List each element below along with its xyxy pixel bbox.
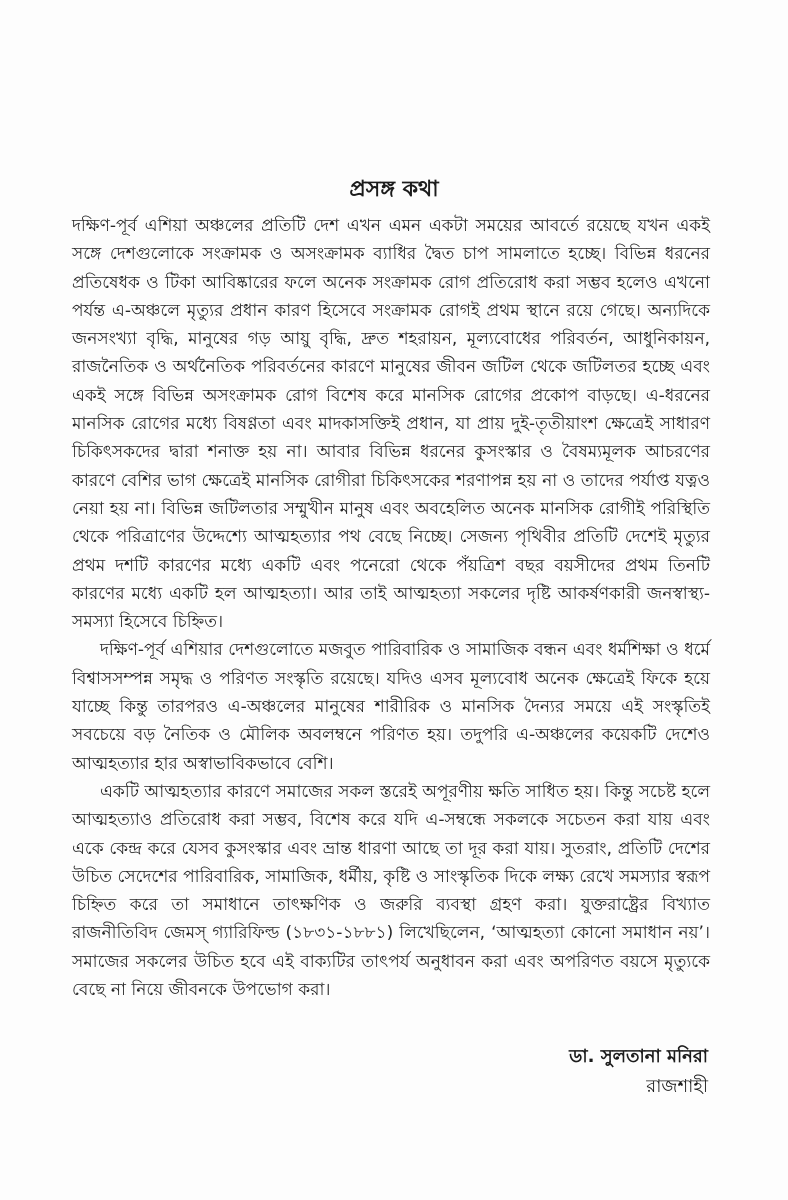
paragraph-2: দক্ষিণ-পূর্ব এশিয়ার দেশগুলোতে মজবুত পারিবারিক ও সামাজিক বন্ধন এবং ধর্মশিক্ষা ও ধর্মে বিশ্বাসসম্পন্ন সমৃদ্ধ ও পরিণত সংস্কৃতি রয়েছে। যদিও এসব মূল্যবোধ অনেক ক্ষেত্রেই ফিকে হয়ে যাচ্ছে কিন্তু তারপরও এ-অঞ্চলের মানুষের শারীরিক ও মানসিক দৈন্যর সময়ে এই সংস্কৃতিই সবচেয়ে বড় নৈতিক ও মৌলিক অবলম্বনে পরিণত হয়। তদুপরি এ-অঞ্চলের কয়েকটি দেশেও আত্মহত্যার হার অস্বাভাবিকভাবে বেশি। xyxy=(72,640,710,774)
author-name: ডা. সুলতানা মনিরা xyxy=(569,1046,708,1067)
body-text xyxy=(72,212,710,1004)
signature-block xyxy=(569,1042,708,1102)
author-place: রাজশাহী xyxy=(646,1076,708,1097)
page-title: প্রসঙ্গ কথা xyxy=(349,177,439,202)
paragraph-1: দক্ষিণ-পূর্ব এশিয়া অঞ্চলের প্রতিটি দেশ এখন এমন একটা সময়ের আবর্তে রয়েছে যখন একই সঙ্গে দেশগুলোকে সংক্রামক ও অসংক্রামক ব্যাধির দ্বৈত চাপ সামলাতে হচ্ছে। বিভিন্ন ধরনের প্রতিষেধক ও টিকা আবিষ্কারের ফলে অনেক সংক্রামক রোগ প্রতিরোধ করা সম্ভব হলেও এখনো পর্যন্ত এ-অঞ্চলে মৃত্যুর প্রধান কারণ হিসেবে সংক্রামক রোগই প্রথম স্থানে রয়ে গেছে। অন্যদিকে জনসংখ্যা বৃদ্ধি, মানুষের গড় আয়ু বৃদ্ধি, দ্রুত শহরায়ন, মূল্যবোধের পরিবর্তন, আধুনিকায়ন, রাজনৈতিক ও অর্থনৈতিক পরিবর্তনের কারণে মানুষের জীবন জটিল থেকে জটিলতর হচ্ছে এবং একই সঙ্গে বিভিন্ন অসংক্রামক রোগ বিশেষ করে মানসিক রোগের প্রকোপ বাড়ছে। এ-ধরনের মানসিক রোগের মধ্যে বিষণ্ণতা এবং মাদকাসক্তিই প্রধান, যা প্রায় দুই-তৃতীয়াংশ ক্ষেত্রেই সাধারণ চিকিৎসকদের দ্বারা শনাক্ত হয় না। আবার বিভিন্ন ধরনের কুসংস্কার ও বৈষম্যমূলক আচরণের কারণে বেশির ভাগ ক্ষেত্রেই মানসিক রোগীরা চিকিৎসকের শরণাপন্ন হয় না ও তাদের পর্যাপ্ত যত্নও নেয়া হয় না। বিভিন্ন জটিলতার সম্মুখীন মানুষ এবং অবহেলিত অনেক মানসিক রোগীই পরিস্থিতি থেকে পরিত্রাণের উদ্দেশ্যে আত্মহত্যার পথ বেছে নিচ্ছে। সেজন্য পৃথিবীর প্রতিটি দেশেই মৃত্যুর প্রথম দশটি কারণের মধ্যে একটি এবং পনেরো থেকে পঁয়ত্রিশ বছর বয়সীদের প্রথম তিনটি কারণের মধ্যে একটি হল আত্মহত্যা। আর তাই আত্মহত্যা সকলের দৃষ্টি আকর্ষণকারী জনস্বাস্থ্য-সমস্যা হিসেবে চিহ্নিত। xyxy=(72,216,710,633)
paragraph-3: একটি আত্মহত্যার কারণে সমাজের সকল স্তরেই অপূরণীয় ক্ষতি সাধিত হয়। কিন্তু সচেষ্ট হলে আত্মহত্যাও প্রতিরোধ করা সম্ভব, বিশেষ করে যদি এ-সম্বন্ধে সকলকে সচেতন করা যায় এবং একে কেন্দ্র করে যেসব কুসংস্কার এবং ভ্রান্ত ধারণা আছে তা দূর করা যায়। সুতরাং, প্রতিটি দেশের উচিত সেদেশের পারিবারিক, সামাজিক, ধর্মীয়, কৃষ্টি ও সাংস্কৃতিক দিকে লক্ষ্য রেখে সমস্যার স্বরূপ চিহ্নিত করে তা সমাধানে তাৎক্ষণিক ও জরুরি ব্যবস্থা গ্রহণ করা। যুক্তরাষ্ট্রের বিখ্যাত রাজনীতিবিদ জেমস্ গ্যারিফিল্ড (১৮৩১-১৮৮১) লিখেছিলেন, ‘আত্মহত্যা কোনো সমাধান নয়’। সমাজের সকলের উচিত হবে এই বাক্যটির তাৎপর্য অনুধাবন করা এবং অপরিণত বয়সে মৃত্যুকে বেছে না নিয়ে জীবনকে উপভোগ করা। xyxy=(72,781,710,1001)
